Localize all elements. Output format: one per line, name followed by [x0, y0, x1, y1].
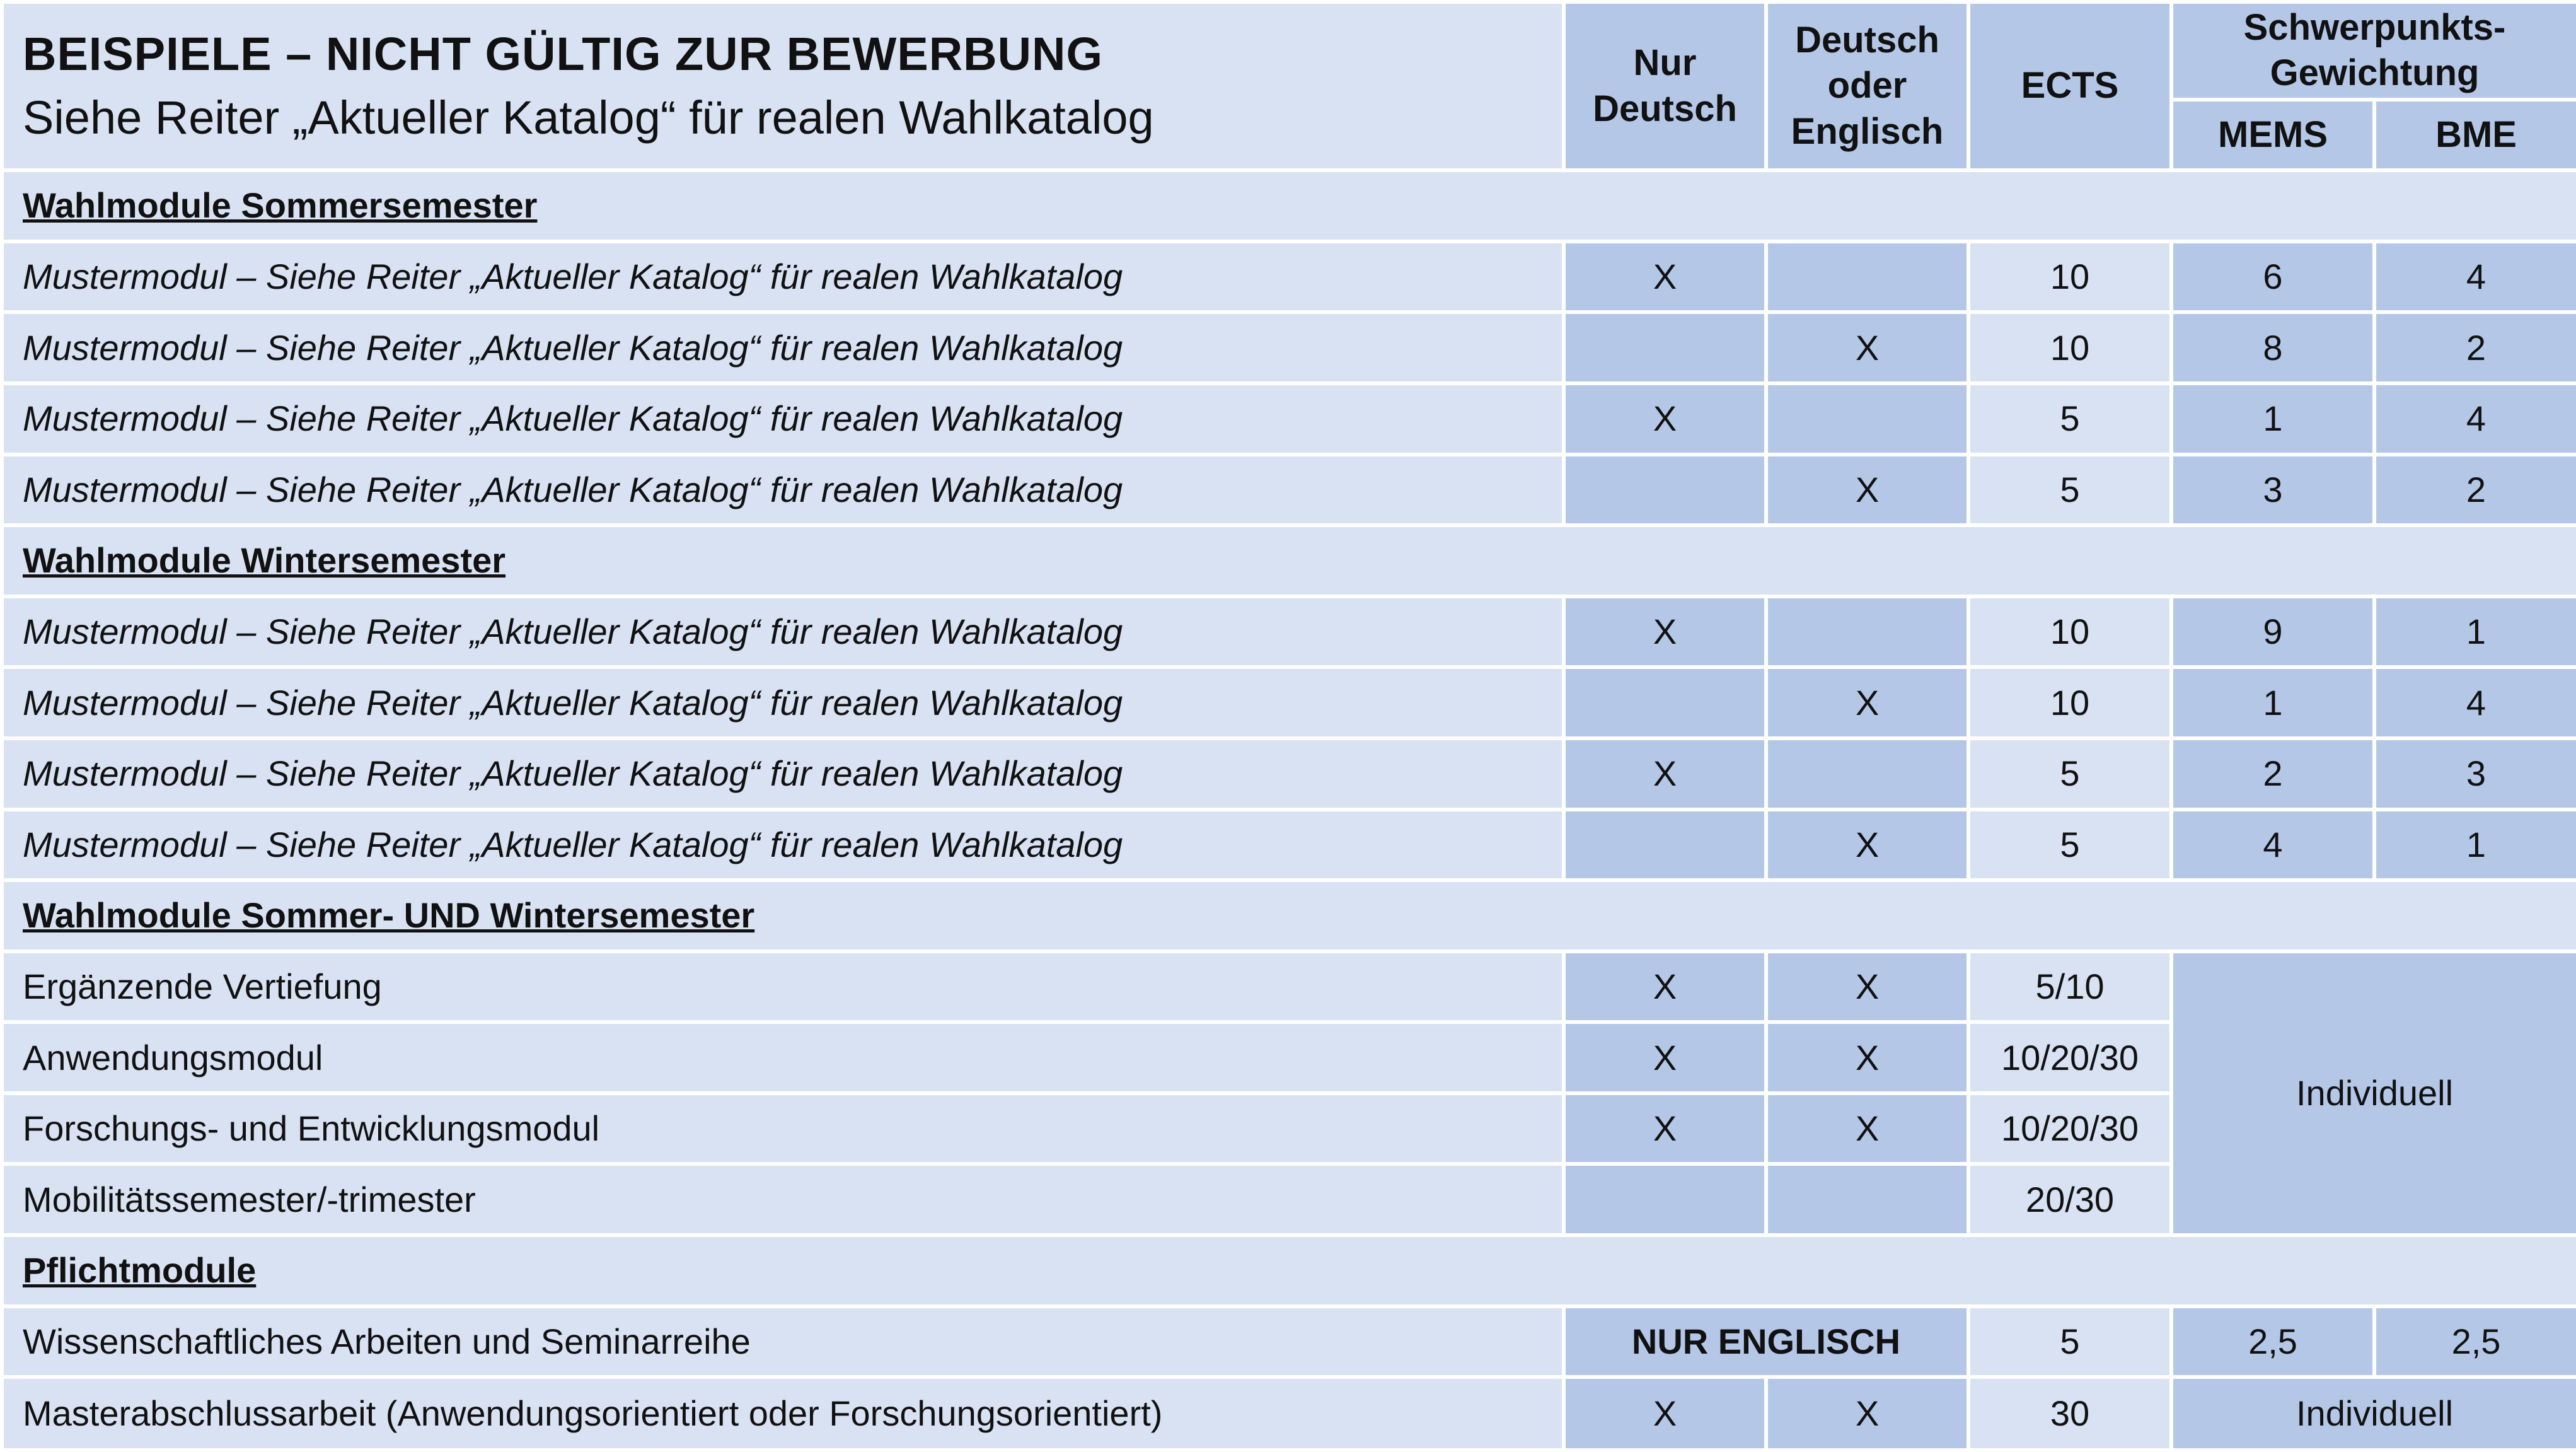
module-name: Masterabschlussarbeit (Anwendungsorientiert oder Forschungsorientiert) [2, 1377, 1564, 1450]
table-row [2, 241, 2576, 313]
nur-deutsch-cell: X [1564, 241, 1766, 313]
table-row [2, 810, 2576, 881]
mems-cell: 8 [2171, 312, 2374, 383]
ects-cell: 5 [1968, 1306, 2171, 1378]
module-name: Mustermodul – Siehe Reiter „Aktueller Katalog“ für realen Wahlkatalog [2, 738, 1564, 810]
ects-cell: 10 [1968, 596, 2171, 668]
bme-cell: 4 [2374, 383, 2576, 455]
ects-cell: 10/20/30 [1968, 1093, 2171, 1165]
mems-cell: 9 [2171, 596, 2374, 668]
bme-cell: 1 [2374, 810, 2576, 881]
col-header-nur-deutsch: Nur Deutsch [1564, 2, 1766, 170]
bme-cell: 2,5 [2374, 1306, 2576, 1378]
bme-cell: 4 [2374, 241, 2576, 313]
mems-cell: 1 [2171, 383, 2374, 455]
ects-cell: 5 [1968, 810, 2171, 881]
mems-cell: 2,5 [2171, 1306, 2374, 1378]
table-row [2, 1306, 2576, 1378]
table-row [2, 1377, 2576, 1450]
module-name: Mustermodul – Siehe Reiter „Aktueller Katalog“ für realen Wahlkatalog [2, 383, 1564, 455]
nur-deutsch-cell [1564, 810, 1766, 881]
col-header-mems: MEMS [2171, 100, 2374, 171]
deutsch-englisch-cell: X [1766, 951, 1968, 1023]
page-subtitle: Siehe Reiter „Aktueller Katalog“ für realen Wahlkatalog [23, 91, 1154, 144]
module-name: Mustermodul – Siehe Reiter „Aktueller Katalog“ für realen Wahlkatalog [2, 241, 1564, 313]
module-name: Mustermodul – Siehe Reiter „Aktueller Katalog“ für realen Wahlkatalog [2, 455, 1564, 526]
deutsch-englisch-cell [1766, 383, 1968, 455]
deutsch-englisch-cell [1766, 596, 1968, 668]
deutsch-englisch-cell [1766, 1164, 1968, 1235]
bme-cell: 2 [2374, 312, 2576, 383]
mems-cell: 4 [2171, 810, 2374, 881]
nur-deutsch-cell: X [1564, 383, 1766, 455]
ects-cell: 10/20/30 [1968, 1022, 2171, 1093]
page-title-cell [2, 2, 1564, 170]
deutsch-englisch-cell: X [1766, 1377, 1968, 1450]
module-name: Forschungs- und Entwicklungsmodul [2, 1093, 1564, 1165]
section-pflicht-heading [2, 1235, 2576, 1306]
bme-cell: 1 [2374, 596, 2576, 668]
nur-deutsch-cell: X [1564, 738, 1766, 810]
col-header-bme: BME [2374, 100, 2576, 171]
table-row [2, 951, 2576, 1023]
page-title: BEISPIELE – NICHT GÜLTIG ZUR BEWERBUNG [23, 28, 1104, 81]
mems-cell: 1 [2171, 667, 2374, 738]
module-name: Anwendungsmodul [2, 1022, 1564, 1093]
nur-deutsch-cell: X [1564, 596, 1766, 668]
mems-cell: 3 [2171, 455, 2374, 526]
nur-deutsch-cell [1564, 455, 1766, 526]
deutsch-englisch-cell [1766, 738, 1968, 810]
ects-cell: 5 [1968, 455, 2171, 526]
ects-cell: 5/10 [1968, 951, 2171, 1023]
table-row [2, 596, 2576, 668]
section-title: Pflichtmodule [23, 1250, 257, 1291]
ects-cell: 10 [1968, 241, 2171, 313]
nur-deutsch-cell: X [1564, 1022, 1766, 1093]
deutsch-englisch-cell: X [1766, 1093, 1968, 1165]
table-row [2, 738, 2576, 810]
col-header-schwerpunkt: Schwerpunkts-Gewichtung [2171, 2, 2576, 100]
ects-cell: 5 [1968, 383, 2171, 455]
col-header-ects: ECTS [1968, 2, 2171, 170]
deutsch-englisch-cell: X [1766, 667, 1968, 738]
module-name: Mustermodul – Siehe Reiter „Aktueller Katalog“ für realen Wahlkatalog [2, 667, 1564, 738]
bme-cell: 4 [2374, 667, 2576, 738]
table-row [2, 312, 2576, 383]
deutsch-englisch-cell: X [1766, 312, 1968, 383]
mems-cell: 2 [2171, 738, 2374, 810]
mems-cell: 6 [2171, 241, 2374, 313]
table-row [2, 667, 2576, 738]
bme-cell: 3 [2374, 738, 2576, 810]
ects-cell: 5 [1968, 738, 2171, 810]
section-winter-heading [2, 525, 2576, 596]
language-english-only-cell: NUR ENGLISCH [1564, 1306, 1968, 1378]
nur-deutsch-cell: X [1564, 951, 1766, 1023]
nur-deutsch-cell: X [1564, 1093, 1766, 1165]
module-name: Mustermodul – Siehe Reiter „Aktueller Katalog“ für realen Wahlkatalog [2, 312, 1564, 383]
ects-cell: 20/30 [1968, 1164, 2171, 1235]
ects-cell: 30 [1968, 1377, 2171, 1450]
deutsch-englisch-cell: X [1766, 810, 1968, 881]
module-name: Mustermodul – Siehe Reiter „Aktueller Katalog“ für realen Wahlkatalog [2, 596, 1564, 668]
ects-cell: 10 [1968, 312, 2171, 383]
nur-deutsch-cell: X [1564, 1377, 1766, 1450]
weighting-individual-cell: Individuell [2171, 951, 2576, 1235]
section-title: Wahlmodule Sommersemester [23, 185, 538, 226]
ects-cell: 10 [1968, 667, 2171, 738]
col-header-deutsch-oder-englisch: Deutsch oder Englisch [1766, 2, 1968, 170]
nur-deutsch-cell [1564, 667, 1766, 738]
module-name: Wissenschaftliches Arbeiten und Seminarreihe [2, 1306, 1564, 1378]
bme-cell: 2 [2374, 455, 2576, 526]
module-name: Mobilitätssemester/-trimester [2, 1164, 1564, 1235]
module-name: Mustermodul – Siehe Reiter „Aktueller Katalog“ für realen Wahlkatalog [2, 810, 1564, 881]
section-title: Wahlmodule Sommer- UND Wintersemester [23, 895, 755, 936]
section-beide-heading [2, 880, 2576, 951]
deutsch-englisch-cell: X [1766, 1022, 1968, 1093]
section-title: Wahlmodule Wintersemester [23, 540, 506, 581]
deutsch-englisch-cell [1766, 241, 1968, 313]
module-name: Ergänzende Vertiefung [2, 951, 1564, 1023]
section-sommer-heading [2, 170, 2576, 241]
nur-deutsch-cell [1564, 312, 1766, 383]
nur-deutsch-cell [1564, 1164, 1766, 1235]
weighting-individual-cell: Individuell [2171, 1377, 2576, 1450]
table-row [2, 383, 2576, 455]
table-row [2, 455, 2576, 526]
deutsch-englisch-cell: X [1766, 455, 1968, 526]
